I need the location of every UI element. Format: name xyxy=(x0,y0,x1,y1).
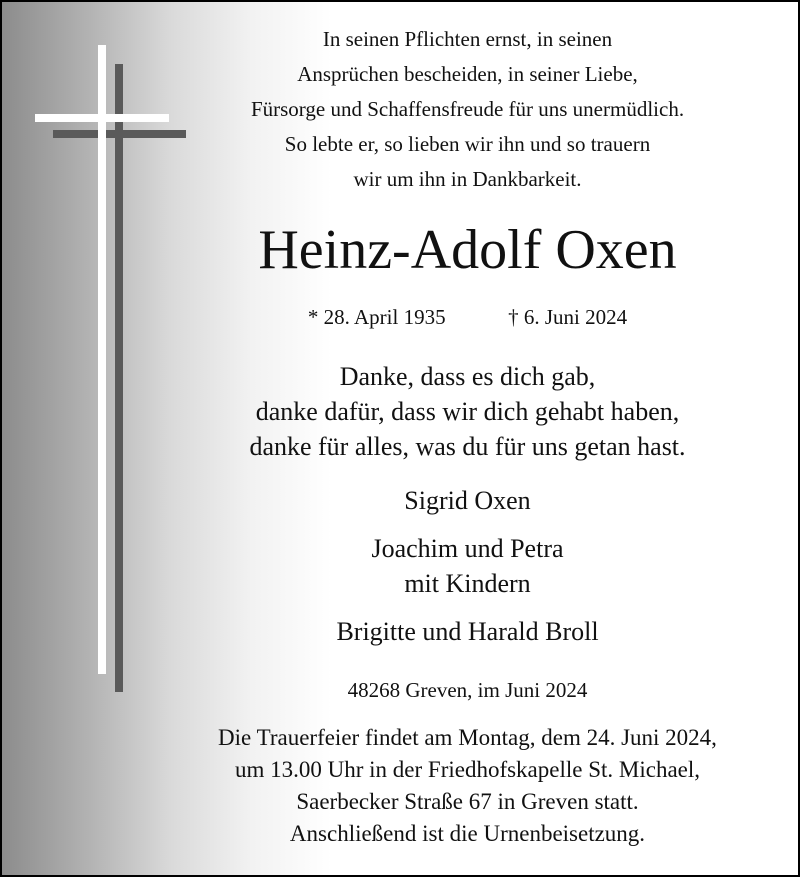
thanks-line: danke für alles, was du für uns getan hast. xyxy=(249,432,686,461)
service-line: Anschließend ist die Urnenbeisetzung. xyxy=(289,821,646,846)
motto-line: In seinen Pflichten ernst, in seinen xyxy=(322,27,613,51)
motto-line: So lebte er, so lieben wir ihn und so trauern xyxy=(284,132,651,156)
family-member: mit Kindern xyxy=(404,569,531,598)
life-dates xyxy=(2,305,798,330)
service-line: Die Trauerfeier findet am Montag, dem 24. Juni 2024, xyxy=(218,725,717,750)
motto-line: Ansprüchen bescheiden, in seiner Liebe, xyxy=(297,62,638,86)
service-line: Saerbecker Straße 67 in Greven statt. xyxy=(296,789,639,814)
thanks-line: danke dafür, dass wir dich gehabt haben, xyxy=(255,397,680,426)
birth-date: * 28. April 1935 xyxy=(307,305,446,329)
family-member: Brigitte und Harald Broll xyxy=(336,617,599,646)
deceased-name: Heinz-Adolf Oxen xyxy=(258,219,677,281)
place-date: 48268 Greven, im Juni 2024 xyxy=(347,678,588,702)
service-line: um 13.00 Uhr in der Friedhofskapelle St. Michael, xyxy=(234,757,701,782)
family-member: Joachim und Petra xyxy=(371,534,564,563)
family-member: Sigrid Oxen xyxy=(404,486,531,515)
motto-line: Fürsorge und Schaffensfreude für uns unermüdlich. xyxy=(250,97,685,121)
thanks-line: Danke, dass es dich gab, xyxy=(339,362,596,391)
death-date: † 6. Juni 2024 xyxy=(508,305,628,329)
motto-line: wir um ihn in Dankbarkeit. xyxy=(353,167,582,191)
